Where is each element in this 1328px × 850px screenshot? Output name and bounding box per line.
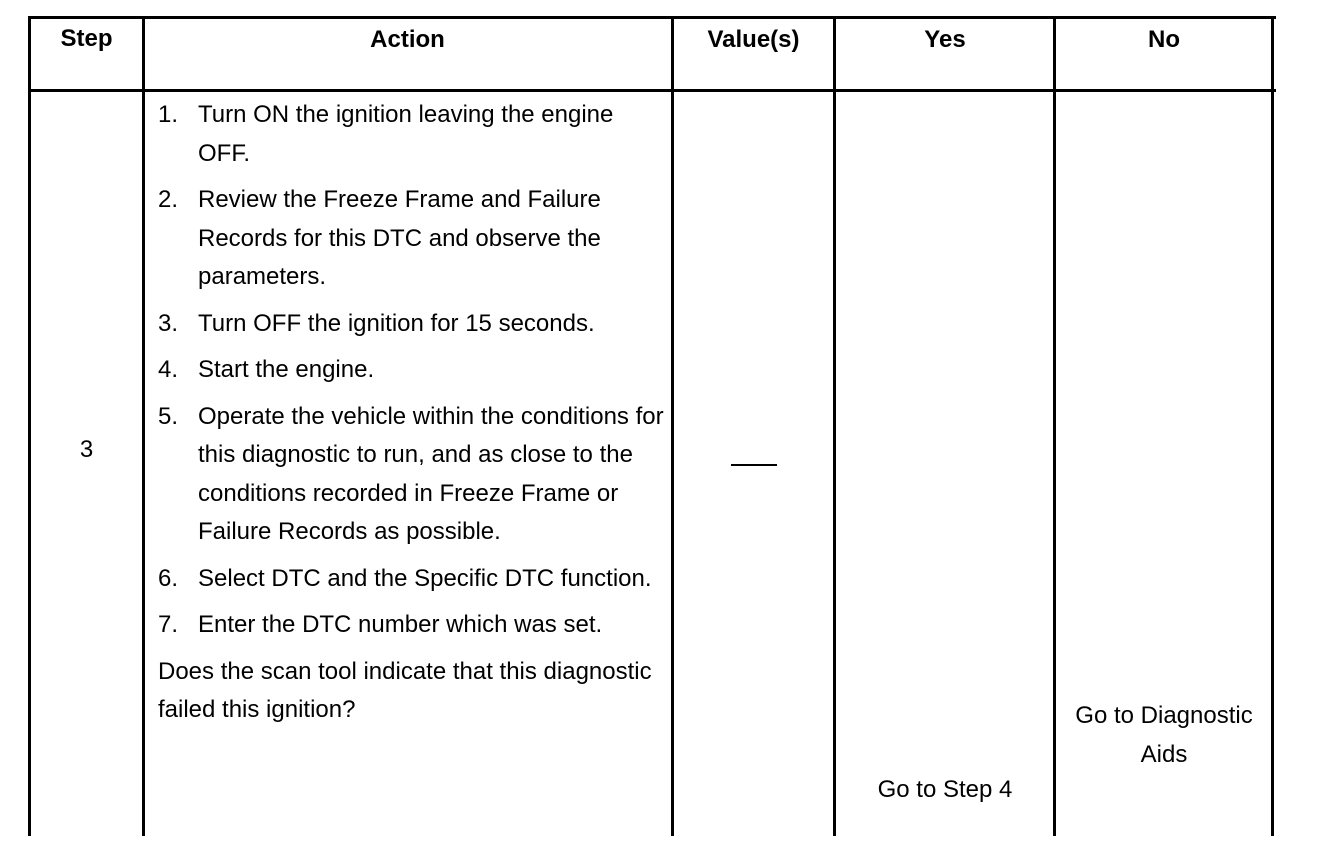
diagnostic-question: Does the scan tool indicate that this diagnostic failed this ignition? <box>158 657 652 723</box>
action-step-text: Turn OFF the ignition for 15 seconds. <box>198 309 595 337</box>
action-step-number: 2. <box>158 186 179 213</box>
header-action: Action <box>370 26 445 53</box>
header-yes: Yes <box>924 26 966 53</box>
action-cell <box>158 96 670 730</box>
action-step-number: 7. <box>158 611 179 638</box>
action-step-number: 5. <box>158 402 179 430</box>
action-step-number: 6. <box>158 564 179 592</box>
action-step-text: Turn ON the ignition leaving the engine OFF. <box>198 101 614 167</box>
action-step-text: Operate the vehicle within the conditions for this diagnostic to run, and as close to the conditions recorded in Freeze Frame or Failure Records as possible. <box>198 402 664 545</box>
no-outcome: Go to Diagnostic Aids <box>1075 702 1253 768</box>
table-top-border <box>28 16 1276 19</box>
value-dash <box>731 464 777 466</box>
action-step-number: 4. <box>158 356 179 383</box>
col-divider-action-value <box>671 16 674 836</box>
action-step <box>158 606 670 645</box>
action-step <box>158 96 670 173</box>
action-step-text: Select DTC and the Specific DTC function. <box>198 564 652 592</box>
col-divider-value-yes <box>833 16 836 836</box>
header-step: Step <box>60 25 113 52</box>
yes-outcome: Go to Step 4 <box>877 776 1013 803</box>
action-step-number: 3. <box>158 309 179 337</box>
header-values: Value(s) <box>707 26 800 53</box>
step-number: 3 <box>79 436 94 463</box>
action-step <box>158 305 670 344</box>
action-step <box>158 398 670 552</box>
header-no: No <box>1148 26 1180 53</box>
header-bottom-border <box>28 89 1276 92</box>
action-step-number: 1. <box>158 101 179 128</box>
action-step <box>158 560 670 599</box>
table-left-border <box>28 16 31 836</box>
action-step <box>158 181 670 297</box>
col-divider-step-action <box>142 16 145 836</box>
action-step-text: Review the Freeze Frame and Failure Records for this DTC and observe the parameters. <box>198 186 601 290</box>
action-steps-list <box>158 96 670 645</box>
action-step <box>158 351 670 390</box>
action-step-text: Start the engine. <box>198 356 375 383</box>
action-step-text: Enter the DTC number which was set. <box>198 611 603 638</box>
